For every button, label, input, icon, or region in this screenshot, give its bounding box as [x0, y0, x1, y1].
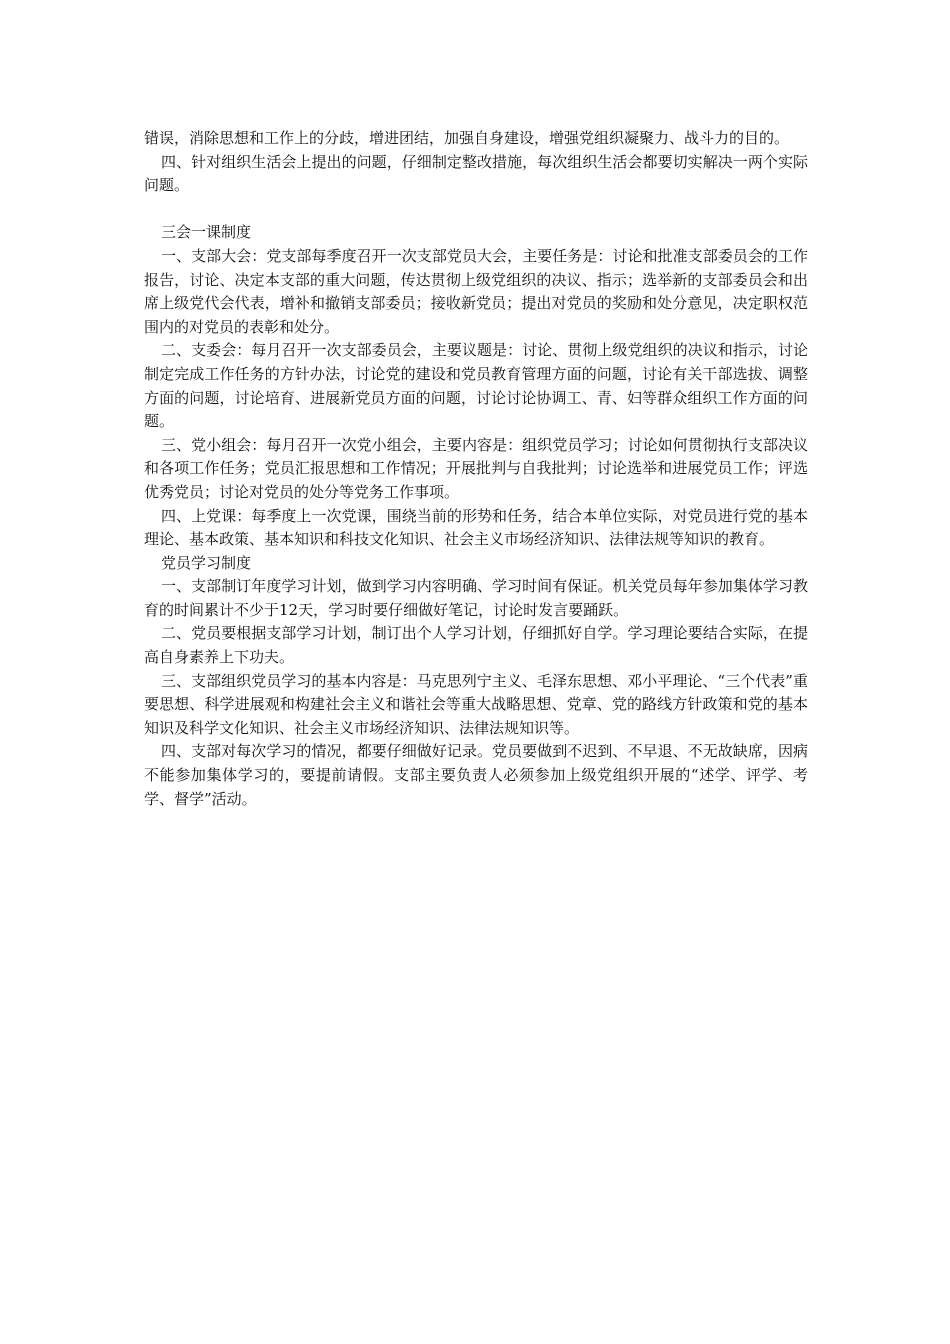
- meetings-item-1-paragraph: 一、支部大会：党支部每季度召开一次支部党员大会，主要任务是：讨论和批准支部委员会的工作报告，讨论、决定本支部的重大问题，传达贯彻上级党组织的决议、指示；选举新的支部委员会和出席上级党代会代表，增补和撤销支部委员；接收新党员；提出对党员的奖励和处分意见，决定职权范围内的对党员的表彰和处分。: [144, 246, 808, 336]
- meetings-item-3-paragraph: 三、党小组会：每月召开一次党小组会，主要内容是：组织党员学习；讨论如何贯彻执行支部决议和各项工作任务；党员汇报思想和工作情况；开展批判与自我批判；讨论选举和进展党员工作；评选优秀党员；讨论对党员的处分等党务工作事项。: [144, 435, 808, 501]
- meetings-item-4-paragraph: 四、上党课：每季度上一次党课，围绕当前的形势和任务，结合本单位实际，对党员进行党的基本理论、基本政策、基本知识和科技文化知识、社会主义市场经济知识、法律法规等知识的教育。: [144, 506, 808, 549]
- meetings-item-2-paragraph: 二、支委会：每月召开一次支部委员会，主要议题是：讨论、贯彻上级党组织的决议和指示，讨论制定完成工作任务的方针办法，讨论党的建设和党员教育管理方面的问题，讨论有关干部选拔、调整方面的问题，讨论培育、进展新党员方面的问题，讨论讨论协调工、青、妇等群众组织工作方面的问题。: [144, 341, 808, 431]
- study-item-2-paragraph: 二、党员要根据支部学习计划，制订出个人学习计划，仔细抓好自学。学习理论要结合实际，在提高自身素养上下功夫。: [144, 624, 808, 667]
- study-item-1-paragraph: 一、支部制订年度学习计划，做到学习内容明确、学习时间有保证。机关党员每年参加集体学习教育的时间累计不少于12天，学习时要仔细做好笔记，讨论时发言要踊跃。: [144, 577, 808, 619]
- section-title-meetings: 三会一课制度: [161, 223, 252, 242]
- document-body: [144, 127, 808, 811]
- intro-continuation-paragraph: 错误，消除思想和工作上的分歧，增进团结，加强自身建设，增强党组织凝聚力、战斗力的目的。: [144, 129, 790, 147]
- section-title-study: 党员学习制度: [161, 553, 252, 572]
- section-spacer: [144, 198, 808, 222]
- study-item-4-paragraph: 四、支部对每次学习的情况，都要仔细做好记录。党员要做到不迟到、不早退、不无故缺席，因病不能参加集体学习的，要提前请假。支部主要负责人必须参加上级党组织开展的“述学、评学、考学、督学”活动。: [144, 742, 808, 808]
- study-item-3-paragraph: 三、支部组织党员学习的基本内容是：马克思列宁主义、毛泽东思想、邓小平理论、“三个代表”重要思想、科学进展观和构建社会主义和谐社会等重大战略思想、党章、党的路线方针政策和党的基本知识及科学文化知识、社会主义市场经济知识、法律法规知识等。: [144, 671, 808, 737]
- intro-item-4-paragraph: 四、针对组织生活会上提出的问题，仔细制定整改措施，每次组织生活会都要切实解决一两个实际问题。: [144, 152, 808, 195]
